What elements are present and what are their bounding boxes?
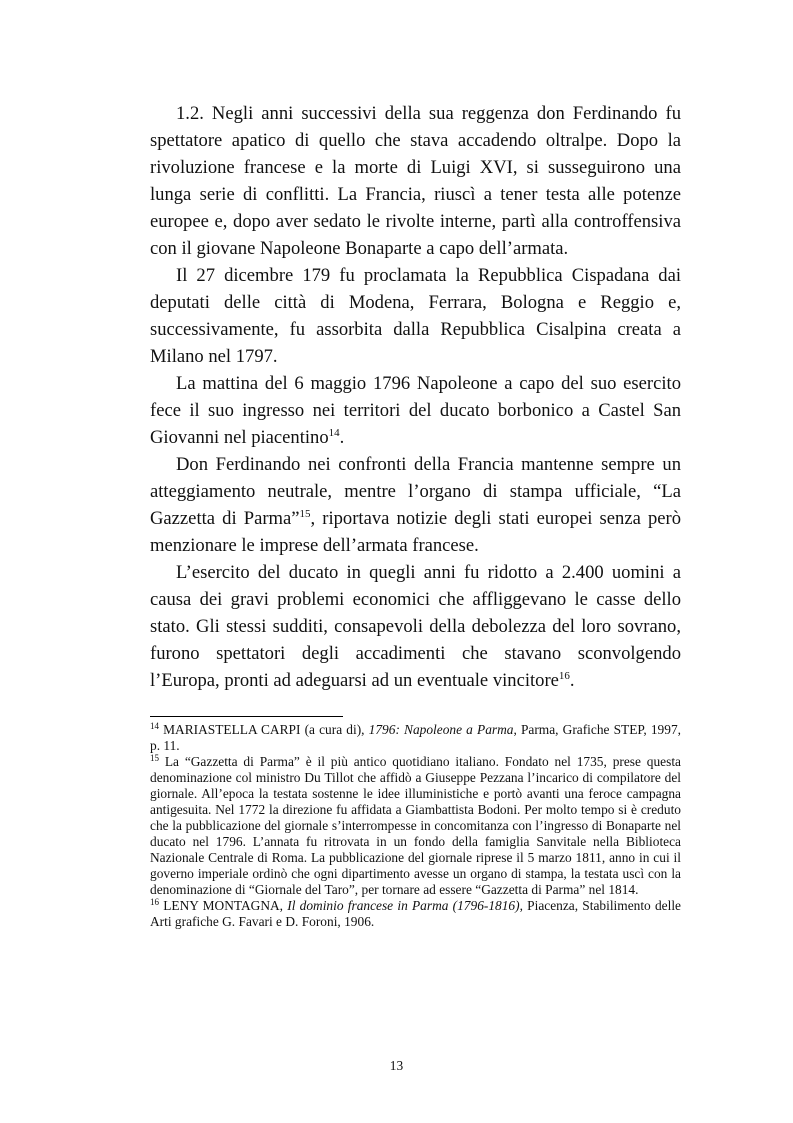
footnote-number: 15	[150, 753, 159, 763]
body-text	[150, 100, 681, 694]
footnote-ref[interactable]: 15	[299, 508, 311, 520]
page-number: 13	[389, 1058, 404, 1073]
footnote: $^{15}$ La “Gazzetta di Parma” è il più antico quotidiano italiano. Fondato nel 1735, prese questa denominazione col ministro Du Tillot che affidò a Giuseppe Pezzana l’incarico di compilatore del giornale. All’epoca la testata sostenne le idee illuministiche e portò avanti una feroce campagna antigesuita. Nel 1772 la direzione fu affidata a Giambattista Bodoni. Per molto tempo si è creduto che la pubblicazione del giornale s’interrompesse in concomitanza con l’ingresso di Bonaparte nel ducato nel 1796. L’annata fu ritrovata in un fondo della famiglia Sanvitale nella Biblioteca Nazionale Centrale di Roma. La pubblicazione del giornale riprese il 5 marzo 1811, anno in cui il governo imperiale ordinò che ogni dipartimento avesse un organo di stampa, la testata uscì con la denominazione di “Giornale del Taro”, per tornare ad essere “Gazzetta di Parma” nel 1814.	[150, 753, 681, 897]
footnote-number: 14	[150, 721, 159, 731]
footnote: $^{16}$ LENY MONTAGNA, Il dominio francese in Parma (1796-1816), Piacenza, Stabilimento delle Arti grafiche G. Favari e D. Foroni, 1906.	[150, 897, 681, 929]
paragraph: 1.2. Negli anni successivi della sua reggenza don Ferdinando fu spettatore apatico di quello che stava accadendo oltralpe. Dopo la rivoluzione francese e la morte di Luigi XVI, si susseguirono una lunga serie di conflitti. La Francia, riuscì a tener testa alle potenze europee e, dopo aver sedato le rivolte interne, partì alla controffensiva con il giovane Napoleone Bonaparte a capo dell’armata.	[150, 103, 681, 259]
footnote: $^{14}$ MARIASTELLA CARPI (a cura di), 1796: Napoleone a Parma, Parma, Grafiche STEP, 1997, p. 11.	[150, 721, 681, 753]
paragraph: Il 27 dicembre 179 fu proclamata la Repubblica Cispadana dai deputati delle città di Modena, Ferrara, Bologna e Reggio e, successivamente, fu assorbita dalla Repubblica Cisalpina creata a Milano nel 1797.	[150, 265, 681, 367]
footnote-title: Il dominio francese in Parma (1796-1816)	[287, 898, 520, 913]
footnote-divider	[150, 716, 343, 717]
footnote-ref[interactable]: 14	[328, 427, 340, 439]
footnotes	[150, 722, 681, 930]
footnote-ref[interactable]: 16	[558, 670, 570, 682]
footnote-title: 1796: Napoleone a Parma	[368, 722, 514, 737]
paragraph: Don Ferdinando nei confronti della Francia mantenne sempre un atteggiamento neutrale, mentre l’organo di stampa ufficiale, “La Gazzetta di Parma”$^{15}$, riportava notizie degli stati europei senza però menzionare le imprese dell’armata francese.	[150, 454, 681, 556]
paragraph: L’esercito del ducato in quegli anni fu ridotto a 2.400 uomini a causa dei gravi problemi economici che affliggevano le casse dello stato. Gli stessi sudditi, consapevoli della debolezza del loro sovrano, furono spettatori degli accadimenti che stavano sconvolgendo l’Europa, pronti ad adeguarsi ad un eventuale vincitore$^{16}$.	[150, 562, 681, 691]
paragraph: La mattina del 6 maggio 1796 Napoleone a capo del suo esercito fece il suo ingresso nei territori del ducato borbonico a Castel San Giovanni nel piacentino$^{14}$.	[150, 373, 681, 448]
footnote-number: 16	[150, 897, 159, 907]
